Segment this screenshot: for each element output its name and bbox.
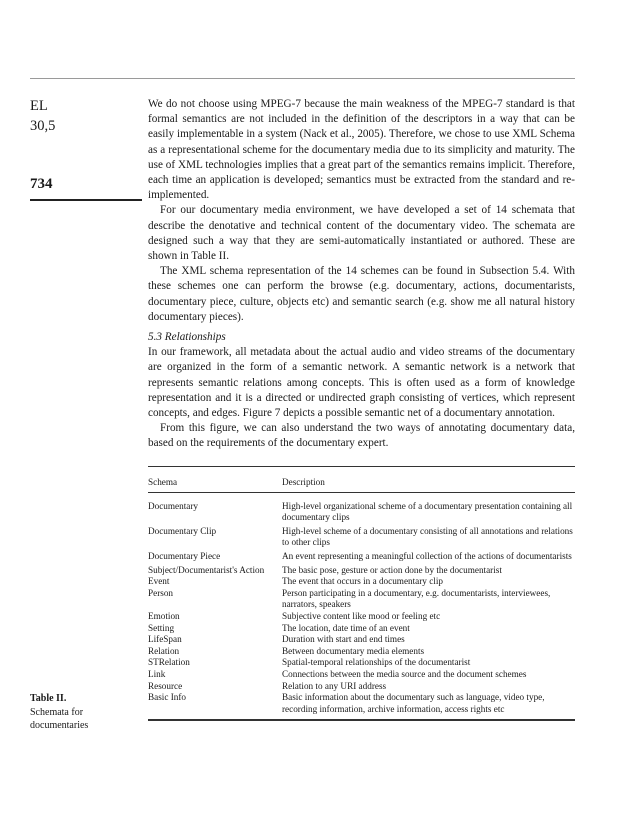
table-row: [148, 623, 575, 635]
table-row: [148, 501, 575, 524]
table-row: [148, 669, 575, 681]
table-row: [148, 576, 575, 588]
table-row: [148, 611, 575, 623]
table-row: [148, 634, 575, 646]
schema-description: Person participating in a documentary, e.g. documentarists, interviewees, narrators, speakers: [282, 587, 551, 610]
schema-name: Documentary: [148, 500, 199, 511]
paragraph-4: In our framework, all metadata about the actual audio and video streams of the documentary are organized in the form of a semantic network. A semantic network is a network that represents semantic relations among concepts. This is often used as a form of knowledge representation and it is a directed or undirected graph consisting of vertices, which represent concepts, and edges. Figure 7 depicts a possible semantic net of a documentary annotation.: [148, 346, 575, 420]
paragraph-3: The XML schema representation of the 14 schemes can be found in Subsection 5.4. With these schemes one can perform the browse (e.g. documentary, actions, documentarists, documentary piece, culture, objects etc) and semantic search (e.g. show me all natural history documentary pieces).: [148, 265, 575, 323]
schema-name: Resource: [148, 680, 183, 691]
table-row: [148, 681, 575, 693]
table-row: [148, 692, 575, 715]
table-row: [148, 657, 575, 669]
schema-name: Subject/Documentarist's Action: [148, 564, 265, 575]
schema-description: The event that occurs in a documentary clip: [282, 576, 443, 587]
schema-name: Documentary Piece: [148, 550, 221, 561]
table-row: [148, 588, 575, 611]
schema-name: Relation: [148, 645, 180, 656]
journal-name: EL: [30, 98, 48, 114]
schema-description: Basic information about the documentary such as language, video type, recording information, archive information, access rights etc: [282, 692, 545, 714]
schema-name: STRelation: [148, 657, 190, 668]
schema-description: An event representing a meaningful collection of the actions of documentarists: [282, 550, 572, 561]
schema-description: Duration with start and end times: [282, 634, 405, 645]
table-row: [148, 526, 575, 549]
table-caption: [30, 692, 140, 733]
schema-description: The location, date time of an event: [282, 622, 410, 633]
schema-name: Basic Info: [148, 692, 187, 703]
schemata-table: [148, 466, 575, 721]
schema-description: Relation to any URI address: [282, 680, 387, 691]
page-number-rule: [30, 199, 142, 201]
schema-name: Event: [148, 576, 170, 587]
paragraph-1: We do not choose using MPEG-7 because the main weakness of the MPEG-7 standard is that formal semantics are not included in the definition of the descriptors in a way that can be easily implementable in a system (Nack et al., 2005). Therefore, we chose to use XML Schema as a representational scheme for the documentary media due to its simplicity and maturity. The use of XML technologies implies that a great part of the semantics remains implicit. Therefore, each time an application is developed; semantics must be extracted from the standard and re-implemented.: [148, 98, 575, 202]
table-row: [148, 551, 575, 563]
schema-name: Link: [148, 668, 166, 679]
header-description: Description: [282, 477, 325, 487]
schema-description: The basic pose, gesture or action done by the documentarist: [282, 564, 502, 575]
paragraph-5: From this figure, we can also understand the two ways of annotating documentary data, based on the requirements of the documentary expert.: [148, 422, 575, 450]
page-number: 734: [30, 176, 53, 192]
journal-info: [30, 96, 55, 136]
schema-description: Between documentary media elements: [282, 645, 425, 656]
schema-description: Subjective content like mood or feeling etc: [282, 610, 441, 621]
table-header: [148, 467, 575, 489]
schema-description: Connections between the media source and the document schemes: [282, 668, 527, 679]
schema-name: Person: [148, 587, 174, 598]
journal-volume: 30,5: [30, 118, 56, 134]
header-schema: Schema: [148, 477, 178, 487]
schema-name: LifeSpan: [148, 634, 182, 645]
section-heading: 5.3 Relationships: [148, 331, 226, 343]
schema-name: Setting: [148, 622, 175, 633]
schema-description: Spatial-temporal relationships of the documentarist: [282, 657, 471, 668]
table-row: [148, 646, 575, 658]
schema-name: Emotion: [148, 610, 180, 621]
paragraph-2: For our documentary media environment, we have developed a set of 14 schemata that describe the denotative and technical content of the documentary video. The schemata are designed such a way that they are semi-automatically instantiated or authored. These are shown in Table II.: [148, 204, 575, 263]
table-caption-label: Table II.: [30, 693, 67, 704]
table-caption-text: Schemata for documentaries: [30, 706, 89, 731]
schema-name: Documentary Clip: [148, 525, 217, 536]
table-bottom-rule: [148, 719, 575, 721]
table-row: [148, 565, 575, 577]
schema-description: High-level scheme of a documentary consisting of all annotations and relations to other clips: [282, 525, 573, 548]
schema-description: High-level organizational scheme of a documentary presentation containing all documentary clips: [282, 500, 573, 523]
header-rule: [30, 78, 575, 79]
body-text-top: [148, 97, 575, 325]
section-relationships: [148, 330, 575, 452]
table-body: [148, 493, 575, 716]
